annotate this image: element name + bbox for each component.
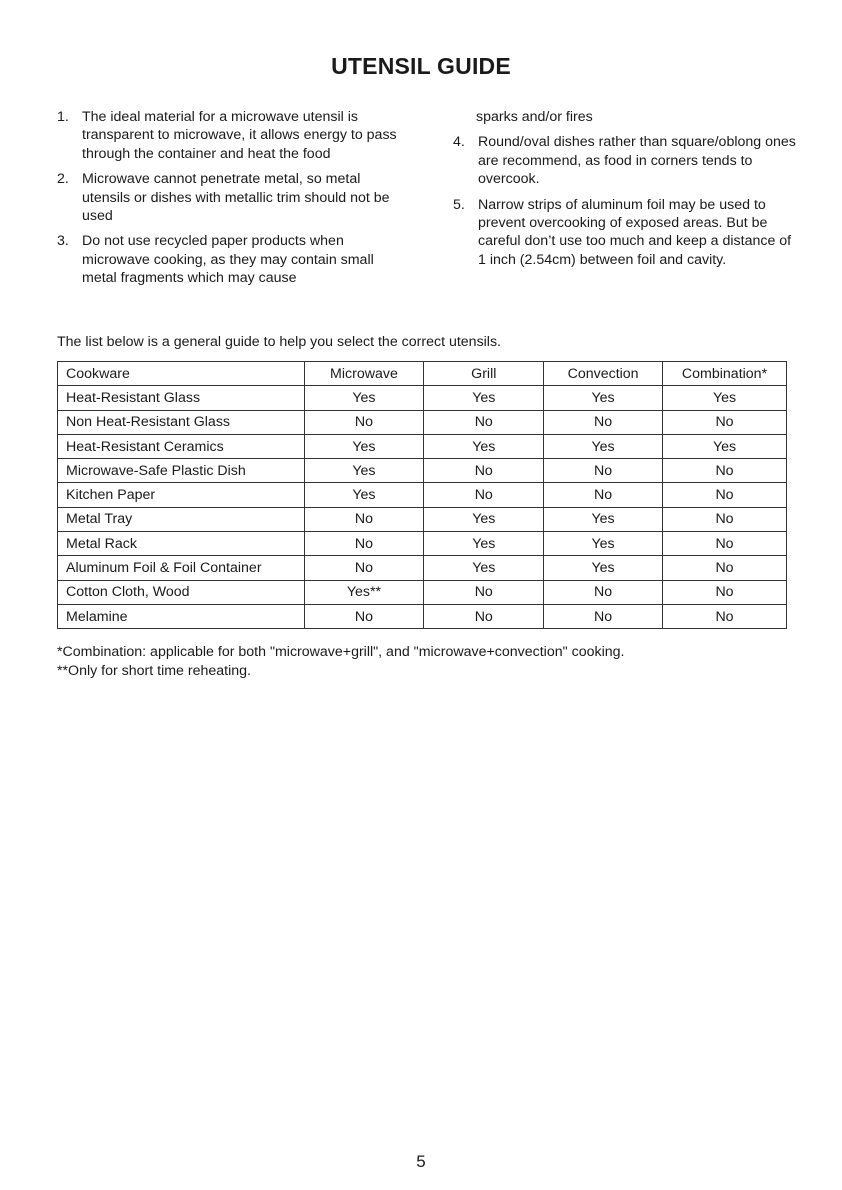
table-intro: The list below is a general guide to help you select the correct utensils. xyxy=(57,334,501,350)
item-number: 5. xyxy=(453,196,465,213)
table-cell: Combination* xyxy=(663,362,787,386)
table-cell: Microwave xyxy=(304,362,424,386)
table-cell: No xyxy=(424,459,544,483)
item-text: The ideal material for a microwave utensil is transparent to microwave, it allows energy to pass through the container and heat the food xyxy=(82,109,397,162)
cookware-cell: Non Heat-Resistant Glass xyxy=(58,410,305,434)
table-cell: Yes xyxy=(304,483,424,507)
table-cell: No xyxy=(663,604,787,628)
table-header-row xyxy=(58,362,787,386)
page-number: 5 xyxy=(416,1152,426,1171)
table-cell: Yes xyxy=(544,386,663,410)
utensil-table xyxy=(57,361,787,629)
item-number: 4. xyxy=(453,134,465,151)
table-cell: No xyxy=(544,410,663,434)
cookware-cell: Heat-Resistant Ceramics xyxy=(58,434,305,458)
list-item xyxy=(57,170,397,225)
table-cell: No xyxy=(663,507,787,531)
table-cell: Yes xyxy=(424,532,544,556)
table-row xyxy=(58,556,787,580)
footnotes xyxy=(57,643,624,681)
item-number: 2. xyxy=(57,171,69,188)
table-cell: No xyxy=(544,459,663,483)
cookware-cell: Metal Tray xyxy=(58,507,305,531)
table-cell: No xyxy=(304,532,424,556)
cookware-cell: Kitchen Paper xyxy=(58,483,305,507)
item-number: 3. xyxy=(57,233,69,250)
table-cell: No xyxy=(663,580,787,604)
table-cell: No xyxy=(424,483,544,507)
table-cell: No xyxy=(304,556,424,580)
list-item xyxy=(57,108,397,163)
cookware-cell: Cotton Cloth, Wood xyxy=(58,580,305,604)
table-cell: Convection xyxy=(544,362,663,386)
table-cell: Grill xyxy=(424,362,544,386)
table-cell: No xyxy=(544,580,663,604)
table-cell: Yes xyxy=(544,507,663,531)
table-row xyxy=(58,580,787,604)
cookware-cell: Metal Rack xyxy=(58,532,305,556)
table-cell: Yes xyxy=(663,434,787,458)
table-cell: No xyxy=(663,532,787,556)
table-cell: No xyxy=(663,556,787,580)
table-cell: Yes xyxy=(544,532,663,556)
table-row xyxy=(58,483,787,507)
table-cell: Yes xyxy=(424,507,544,531)
table-cell: Yes xyxy=(424,556,544,580)
table-cell: No xyxy=(304,507,424,531)
page-title: UTENSIL GUIDE xyxy=(331,53,511,79)
table-cell: Yes xyxy=(663,386,787,410)
table-cell: No xyxy=(663,459,787,483)
instructions-left-column xyxy=(57,108,397,295)
table-cell: No xyxy=(663,410,787,434)
item-continuation: sparks and/or fires xyxy=(476,109,593,125)
table-cell: Yes xyxy=(544,556,663,580)
table-cell: No xyxy=(424,410,544,434)
footnote-combination: *Combination: applicable for both "microwave+grill", and "microwave+convection" cooking. xyxy=(57,644,625,660)
table-row xyxy=(58,532,787,556)
cookware-cell: Microwave-Safe Plastic Dish xyxy=(58,459,305,483)
table-cell: Yes xyxy=(424,434,544,458)
cookware-cell: Aluminum Foil & Foil Container xyxy=(58,556,305,580)
table-cell: No xyxy=(663,483,787,507)
table-cell: Yes xyxy=(304,386,424,410)
table-row xyxy=(58,507,787,531)
list-item xyxy=(453,133,798,188)
table-row xyxy=(58,604,787,628)
table-cell: No xyxy=(304,410,424,434)
footnote-short-time: **Only for short time reheating. xyxy=(57,663,251,679)
item-text: Narrow strips of aluminum foil may be used to prevent overcooking of exposed areas. But be careful don’t use too much and keep a distance of 1 inch (2.54cm) between foil and cavity. xyxy=(478,196,792,268)
table-cell: No xyxy=(544,483,663,507)
table-row xyxy=(58,410,787,434)
table-row xyxy=(58,459,787,483)
table-cell: Yes xyxy=(424,386,544,410)
cookware-cell: Cookware xyxy=(58,362,305,386)
item-text: Do not use recycled paper products when microwave cooking, as they may contain small metal fragments which may cause xyxy=(82,233,374,287)
cookware-cell: Heat-Resistant Glass xyxy=(58,386,305,410)
table-cell: No xyxy=(304,604,424,628)
item-text: Microwave cannot penetrate metal, so metal utensils or dishes with metallic trim should not be used xyxy=(82,171,390,225)
table-cell: No xyxy=(424,604,544,628)
table-cell: No xyxy=(424,580,544,604)
table-cell: Yes** xyxy=(304,580,424,604)
table-cell: Yes xyxy=(544,434,663,458)
list-item xyxy=(57,232,397,287)
item-number: 1. xyxy=(57,109,69,125)
table-row xyxy=(58,434,787,458)
table-cell: Yes xyxy=(304,434,424,458)
cookware-cell: Melamine xyxy=(58,604,305,628)
instructions-right-column xyxy=(453,108,798,276)
list-item xyxy=(453,196,798,270)
table-cell: Yes xyxy=(304,459,424,483)
item-text: Round/oval dishes rather than square/oblong ones are recommend, as food in corners tends to overcook. xyxy=(478,134,796,188)
table-row xyxy=(58,386,787,410)
table-cell: No xyxy=(544,604,663,628)
